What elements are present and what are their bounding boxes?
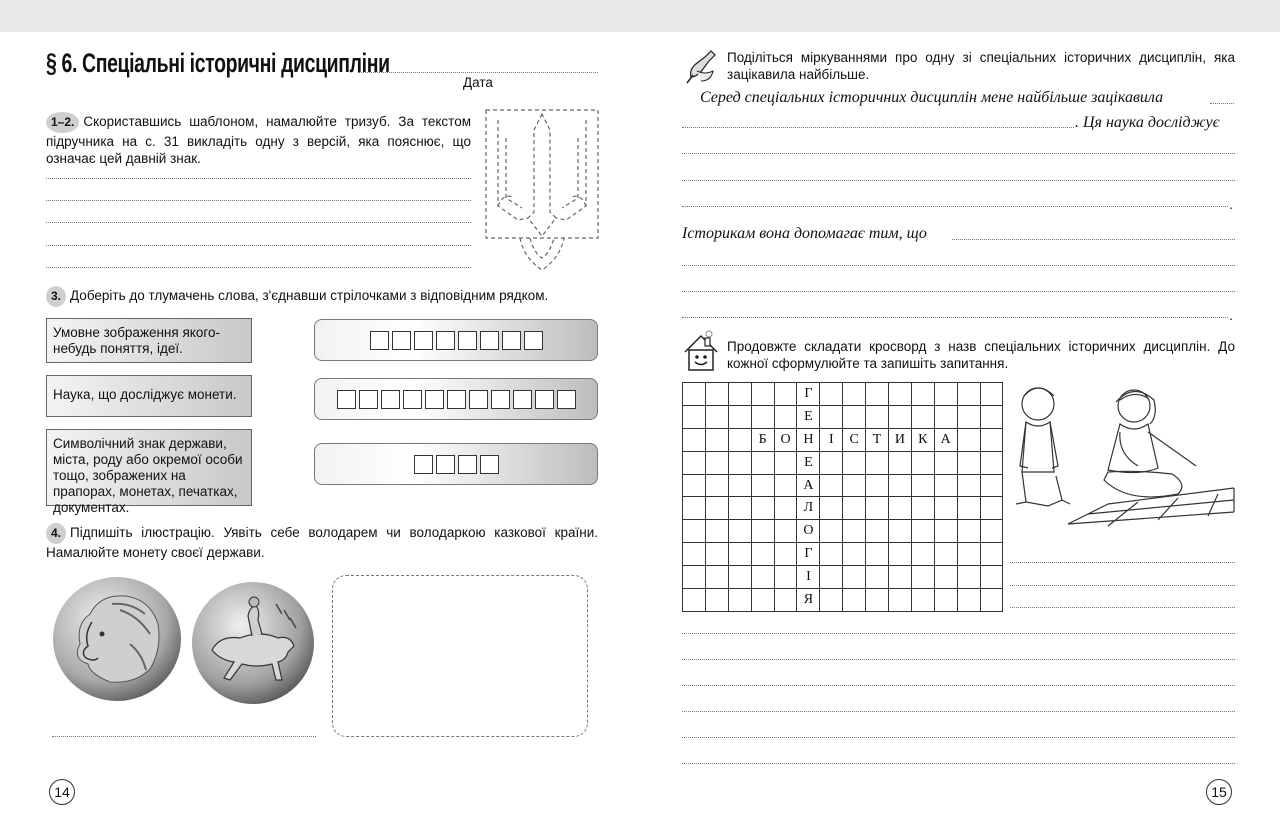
crossword-cell[interactable] [728,451,751,474]
crossword-cell[interactable] [911,589,934,612]
letter-cell[interactable] [436,331,455,350]
answer-line[interactable] [1010,562,1235,563]
crossword-cell[interactable]: Л [797,497,820,520]
task-number: 1–2. [46,112,79,133]
crossword-cell[interactable] [980,566,1003,589]
crossword-cell[interactable] [843,520,866,543]
answer-line[interactable] [682,763,1235,764]
crossword-cell[interactable] [934,543,957,566]
crossword-cell[interactable] [774,383,797,406]
crossword-cell[interactable] [683,405,706,428]
letter-cell[interactable] [414,455,433,474]
answer-line[interactable] [682,659,1235,660]
answer-line[interactable] [1010,585,1235,586]
crossword-cell[interactable] [843,405,866,428]
crossword-cell[interactable] [705,497,728,520]
crossword-cell[interactable] [820,520,843,543]
crossword-cell[interactable]: О [774,428,797,451]
answer-line[interactable] [682,685,1235,686]
crossword-cell[interactable] [751,566,774,589]
letter-cell[interactable] [337,390,356,409]
crossword-cell[interactable] [705,566,728,589]
letter-cell[interactable] [370,331,389,350]
answer-line[interactable] [682,265,1235,266]
crossword-cell[interactable]: О [797,520,820,543]
answer-line[interactable] [682,633,1235,634]
letter-cell[interactable] [403,390,422,409]
caption-line[interactable] [52,736,316,737]
letter-cell[interactable] [359,390,378,409]
crossword-cell[interactable] [980,383,1003,406]
crossword-cell[interactable] [980,428,1003,451]
crossword-cell[interactable] [980,589,1003,612]
crossword-cell[interactable]: Я [797,589,820,612]
answer-box-3[interactable] [314,443,598,485]
task-3 [46,286,548,307]
crossword-cell[interactable] [889,520,912,543]
task-text: Скориставшись шаблоном, намалюйте тризуб. За текстом підручника на с. 31 викладіть одну з версій, яка пояснює, що означає цей давній знак. [46,114,471,166]
crossword-cell[interactable] [683,428,706,451]
letter-cell[interactable] [502,331,521,350]
crossword-cell[interactable]: Г [797,543,820,566]
crossword-cell[interactable] [934,520,957,543]
letter-cell[interactable] [458,455,477,474]
letter-cell[interactable] [381,390,400,409]
crossword-cell[interactable] [843,589,866,612]
crossword-cell[interactable] [774,497,797,520]
crossword-cell[interactable] [911,451,934,474]
crossword-cell[interactable] [683,566,706,589]
crossword-cell[interactable] [980,497,1003,520]
answer-line[interactable] [952,239,1235,240]
crossword-cell[interactable] [820,566,843,589]
coin-drawing-area[interactable] [332,575,588,737]
crossword-cell[interactable] [820,543,843,566]
crossword-cell[interactable] [957,520,980,543]
crossword-cell[interactable] [705,451,728,474]
crossword-cell[interactable] [820,451,843,474]
crossword-cell[interactable] [820,589,843,612]
crossword-cell[interactable] [980,405,1003,428]
task-a-text: Поділіться міркуваннями про одну зі спеціальних історичних дисциплін, яка зацікавила найбільше. [727,50,1235,82]
crossword-cell[interactable] [957,497,980,520]
task-text: Підпишіть ілюстрацію. Уявіть себе володарем чи володаркою казкової країни. Намалюйте монету своєї держави. [46,525,598,560]
task-b-text: Продовжте складати кросворд з назв спеціальних історичних дисциплін. До кожної сформулюйте та запишіть запитання. [727,339,1235,371]
crossword-cell[interactable] [683,451,706,474]
crossword-cell[interactable] [980,474,1003,497]
crossword-cell[interactable] [889,566,912,589]
trident-template-icon[interactable] [484,108,600,274]
crossword-cell[interactable] [911,474,934,497]
crossword-cell[interactable]: Б [751,428,774,451]
letter-cell[interactable] [414,331,433,350]
answer-line[interactable] [46,178,471,179]
crossword-cell[interactable] [957,383,980,406]
crossword-cell[interactable]: А [934,428,957,451]
crossword-cell[interactable] [889,383,912,406]
crossword-cell[interactable] [843,474,866,497]
answer-box-2[interactable] [314,378,598,420]
crossword-cell[interactable] [751,497,774,520]
crossword-cell[interactable] [866,497,889,520]
crossword-cell[interactable] [751,383,774,406]
children-playing-illustration [1008,376,1242,536]
crossword-cell[interactable] [866,589,889,612]
answer-line[interactable] [46,267,471,268]
letter-cell[interactable] [524,331,543,350]
crossword-cell[interactable] [866,520,889,543]
crossword-cell[interactable] [774,589,797,612]
crossword-cell[interactable] [866,383,889,406]
smiling-house-icon [681,330,721,374]
letter-cell[interactable] [535,390,554,409]
crossword-cell[interactable] [980,543,1003,566]
crossword-cell[interactable] [683,520,706,543]
crossword-cell[interactable] [843,566,866,589]
crossword-cell[interactable] [705,520,728,543]
crossword-cell[interactable] [957,405,980,428]
crossword-cell[interactable] [728,543,751,566]
crossword-cell[interactable] [683,383,706,406]
crossword-cell[interactable] [683,497,706,520]
page-number-left: 14 [49,779,75,805]
letter-cell[interactable] [436,455,455,474]
answer-line[interactable] [682,711,1235,712]
page-number-right: 15 [1206,779,1232,805]
definition-box-1[interactable]: Умовне зображення якого-небудь поняття, ідеї. [46,318,252,363]
top-bar [0,0,1280,32]
crossword-cell[interactable] [889,474,912,497]
crossword-cell[interactable] [751,474,774,497]
fountain-pen-icon [683,47,719,85]
crossword-cell[interactable] [728,474,751,497]
crossword-cell[interactable] [911,566,934,589]
crossword-cell[interactable]: Е [797,451,820,474]
letter-cell[interactable] [480,331,499,350]
crossword-cell[interactable] [683,474,706,497]
letter-cell[interactable] [458,331,477,350]
crossword-grid[interactable] [682,382,1003,612]
crossword-cell[interactable] [957,543,980,566]
crossword-cell[interactable] [705,474,728,497]
crossword-cell[interactable] [751,405,774,428]
crossword-cell[interactable]: І [820,428,843,451]
letter-cell[interactable] [513,390,532,409]
crossword-cell[interactable]: Н [797,428,820,451]
answer-line[interactable] [682,291,1235,292]
crossword-cell[interactable] [843,497,866,520]
crossword-cell[interactable] [751,543,774,566]
crossword-cell[interactable] [728,383,751,406]
crossword-cell[interactable] [911,497,934,520]
crossword-cell[interactable] [957,474,980,497]
task-number: 4. [46,523,66,544]
crossword-cell[interactable] [705,405,728,428]
task-4 [46,523,598,561]
crossword-cell[interactable] [820,383,843,406]
task-number: 3. [46,286,66,307]
crossword-cell[interactable] [820,497,843,520]
crossword-cell[interactable] [820,474,843,497]
coin-obverse-image [50,574,184,704]
crossword-cell[interactable]: А [797,474,820,497]
answer-line[interactable] [46,222,471,223]
crossword-cell[interactable] [843,383,866,406]
crossword-cell[interactable] [980,451,1003,474]
crossword-cell[interactable] [934,474,957,497]
letter-cell[interactable] [447,390,466,409]
crossword-cell[interactable] [957,589,980,612]
crossword-cell[interactable] [751,520,774,543]
answer-line[interactable] [682,317,1228,318]
crossword-cell[interactable] [911,383,934,406]
crossword-cell[interactable] [774,543,797,566]
crossword-cell[interactable] [866,474,889,497]
prompt-3: Історикам вона допомагає тим, що [682,225,927,242]
task-text: Доберіть до тлумачень слова, з'єднавши стрілочками з відповідним рядком. [70,288,549,303]
period: . [1229,196,1233,212]
crossword-cell[interactable] [728,405,751,428]
crossword-cell[interactable] [866,543,889,566]
crossword-cell[interactable] [728,497,751,520]
crossword-cell[interactable]: К [911,428,934,451]
crossword-cell[interactable] [911,520,934,543]
crossword-cell[interactable] [751,451,774,474]
crossword-cell[interactable] [705,383,728,406]
answer-line[interactable] [682,153,1235,154]
crossword-cell[interactable] [934,589,957,612]
crossword-cell[interactable]: Г [797,383,820,406]
crossword-cell[interactable] [774,566,797,589]
crossword-cell[interactable] [705,428,728,451]
crossword-cell[interactable] [774,474,797,497]
definition-box-3[interactable]: Символічний знак держави, міста, роду або окремої особи тощо, зображених на прапорах, монетах, печатках, документах. [46,429,252,506]
page-title: § 6. Спеціальні історичні дисципліни [46,48,390,78]
crossword-cell[interactable]: И [889,428,912,451]
answer-line[interactable] [46,245,471,246]
crossword-cell[interactable] [751,589,774,612]
crossword-cell[interactable] [774,405,797,428]
crossword-cell[interactable] [934,383,957,406]
answer-line[interactable] [682,737,1235,738]
crossword-cell[interactable] [843,451,866,474]
crossword-cell[interactable] [774,451,797,474]
prompt-1: Серед спеціальних історичних дисциплін мене найбільше зацікавила [700,89,1164,106]
letter-cell[interactable] [469,390,488,409]
crossword-cell[interactable] [843,543,866,566]
crossword-cell[interactable] [889,405,912,428]
crossword-cell[interactable] [980,520,1003,543]
crossword-cell[interactable] [728,566,751,589]
crossword-cell[interactable]: С [843,428,866,451]
crossword-cell[interactable] [728,589,751,612]
letter-cell[interactable] [480,455,499,474]
period: . [1229,307,1233,323]
crossword-cell[interactable] [911,543,934,566]
task-1-2 [46,112,471,167]
date-line[interactable] [358,72,598,73]
letter-cell[interactable] [392,331,411,350]
crossword-cell[interactable]: Т [866,428,889,451]
answer-line[interactable] [46,200,471,201]
letter-cell[interactable] [557,390,576,409]
crossword-cell[interactable] [866,451,889,474]
crossword-cell[interactable] [705,589,728,612]
coin-reverse-image [190,580,316,706]
crossword-cell[interactable] [889,543,912,566]
crossword-cell[interactable] [957,451,980,474]
crossword-cell[interactable] [889,451,912,474]
answer-box-1[interactable] [314,319,598,361]
definition-box-2[interactable]: Наука, що досліджує монети. [46,375,252,417]
crossword-cell[interactable] [934,566,957,589]
crossword-cell[interactable] [934,451,957,474]
crossword-cell[interactable] [911,405,934,428]
crossword-cell[interactable] [866,405,889,428]
letter-cell[interactable] [425,390,444,409]
crossword-cell[interactable] [957,566,980,589]
crossword-cell[interactable] [728,520,751,543]
answer-line[interactable] [682,206,1228,207]
crossword-cell[interactable] [820,405,843,428]
crossword-cell[interactable] [934,497,957,520]
crossword-cell[interactable] [683,543,706,566]
crossword-cell[interactable] [683,589,706,612]
crossword-cell[interactable] [728,428,751,451]
answer-line[interactable] [1010,607,1235,608]
letter-cell[interactable] [491,390,510,409]
crossword-cell[interactable]: І [797,566,820,589]
date-label: Дата [463,75,493,90]
crossword-cell[interactable] [889,497,912,520]
answer-line[interactable] [1210,103,1234,104]
crossword-cell[interactable]: Е [797,405,820,428]
answer-line[interactable] [682,180,1235,181]
prompt-2: . Ця наука досліджує [1075,114,1220,131]
crossword-cell[interactable] [889,589,912,612]
crossword-cell[interactable] [866,566,889,589]
crossword-cell[interactable] [705,543,728,566]
crossword-cell[interactable] [774,520,797,543]
answer-line[interactable] [682,127,1074,128]
crossword-cell[interactable] [957,428,980,451]
crossword-cell[interactable] [934,405,957,428]
